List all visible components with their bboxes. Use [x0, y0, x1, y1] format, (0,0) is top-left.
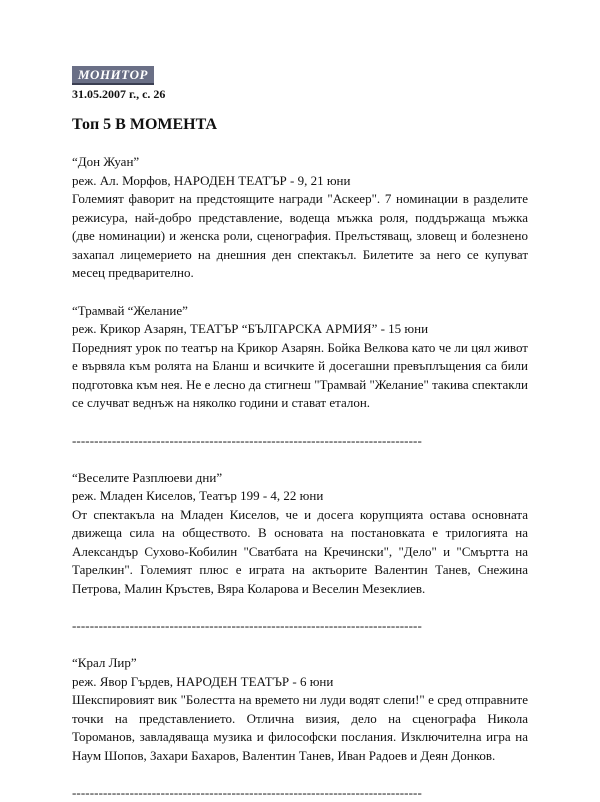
article-byline: реж. Крикор Азарян, ТЕАТЪР “БЪЛГАРСКА АРМИЯ” - 15 юни — [72, 321, 429, 336]
page-title: Топ 5 В МОМЕНТА — [72, 116, 218, 133]
separator-line: ------------------------------------------------------------------------------- — [72, 785, 422, 800]
article-body: Големият фаворит на предстоящите награди "Аскеер". 7 номинации в разделите режисура, най-добро представление, водеща мъжка роля, поддържаща мъжка (две номинации) и женска роли, сценография. Прелъстяващ, зловещ и болезнено захапал лицемерието на днешния ден спектакъл. Билетите за него се купуват месец предварително. — [72, 191, 528, 280]
article-title: “Дон Жуан” — [72, 154, 140, 169]
article-byline: реж. Явор Гърдев, НАРОДЕН ТЕАТЪР - 6 юни — [72, 673, 334, 689]
article-body: От спектакъла на Младен Киселов, че и досега корупцията остава основната движеща сила на обществото. В основата на постановката е трилогията на Александър Сухово-Кобилин "Сватбата на Кречински", "Дело" и "Смъртта на Тарелкин". Големият плюс е играта на актьорите Валентин Танев, Снежина Петрова, Малин Кръстев, Вяра Коларова и Веселин Мезеклиев. — [72, 506, 528, 596]
article-don-juan — [72, 153, 528, 283]
article-title: “Крал Лир” — [72, 655, 137, 670]
article-byline: реж. Ал. Морфов, НАРОДЕН ТЕАТЪР - 9, 21 юни — [72, 172, 351, 188]
masthead — [72, 66, 528, 101]
article-title: “Веселите Разплюеви дни” — [72, 469, 223, 485]
monitor-logo: МОНИТОР — [72, 66, 154, 85]
article-body: Поредният урок по театър на Крикор Азарян. Бойка Велкова като че ли цял живот е вървяла към ролята на Бланш и всичките й досегашни превъплъщения са били подготовка към нея. Не е лесно да стигнеш "Трамвай "Желание" такива спектакли се случват веднъж на няколко години и стават еталон. — [72, 339, 528, 410]
document-page — [72, 66, 528, 802]
article-tramvay — [72, 302, 528, 413]
article-kral-lir — [72, 654, 528, 765]
article-veselite — [72, 469, 528, 599]
article-byline: реж. Младен Киселов, Театър 199 - 4, 22 юни — [72, 488, 324, 503]
article-body: Шекспировият вик "Болестта на времето ни луди водят слепи!" е сред отправните точки на представлението. Отлична визия, дело на сценографа Никола Тороманов, завладяваща музика и философски послания. Изключителна игра на Наум Шопов, Захари Бахаров, Валентин Танев, Иван Радоев и Деян Донков. — [72, 692, 528, 763]
article-title: “Трамвай “Желание” — [72, 302, 188, 318]
separator-line: ------------------------------------------------------------------------------- — [72, 618, 422, 633]
separator-line: ------------------------------------------------------------------------------- — [72, 432, 422, 448]
issue-date: 31.05.2007 г., с. 26 — [72, 87, 166, 101]
